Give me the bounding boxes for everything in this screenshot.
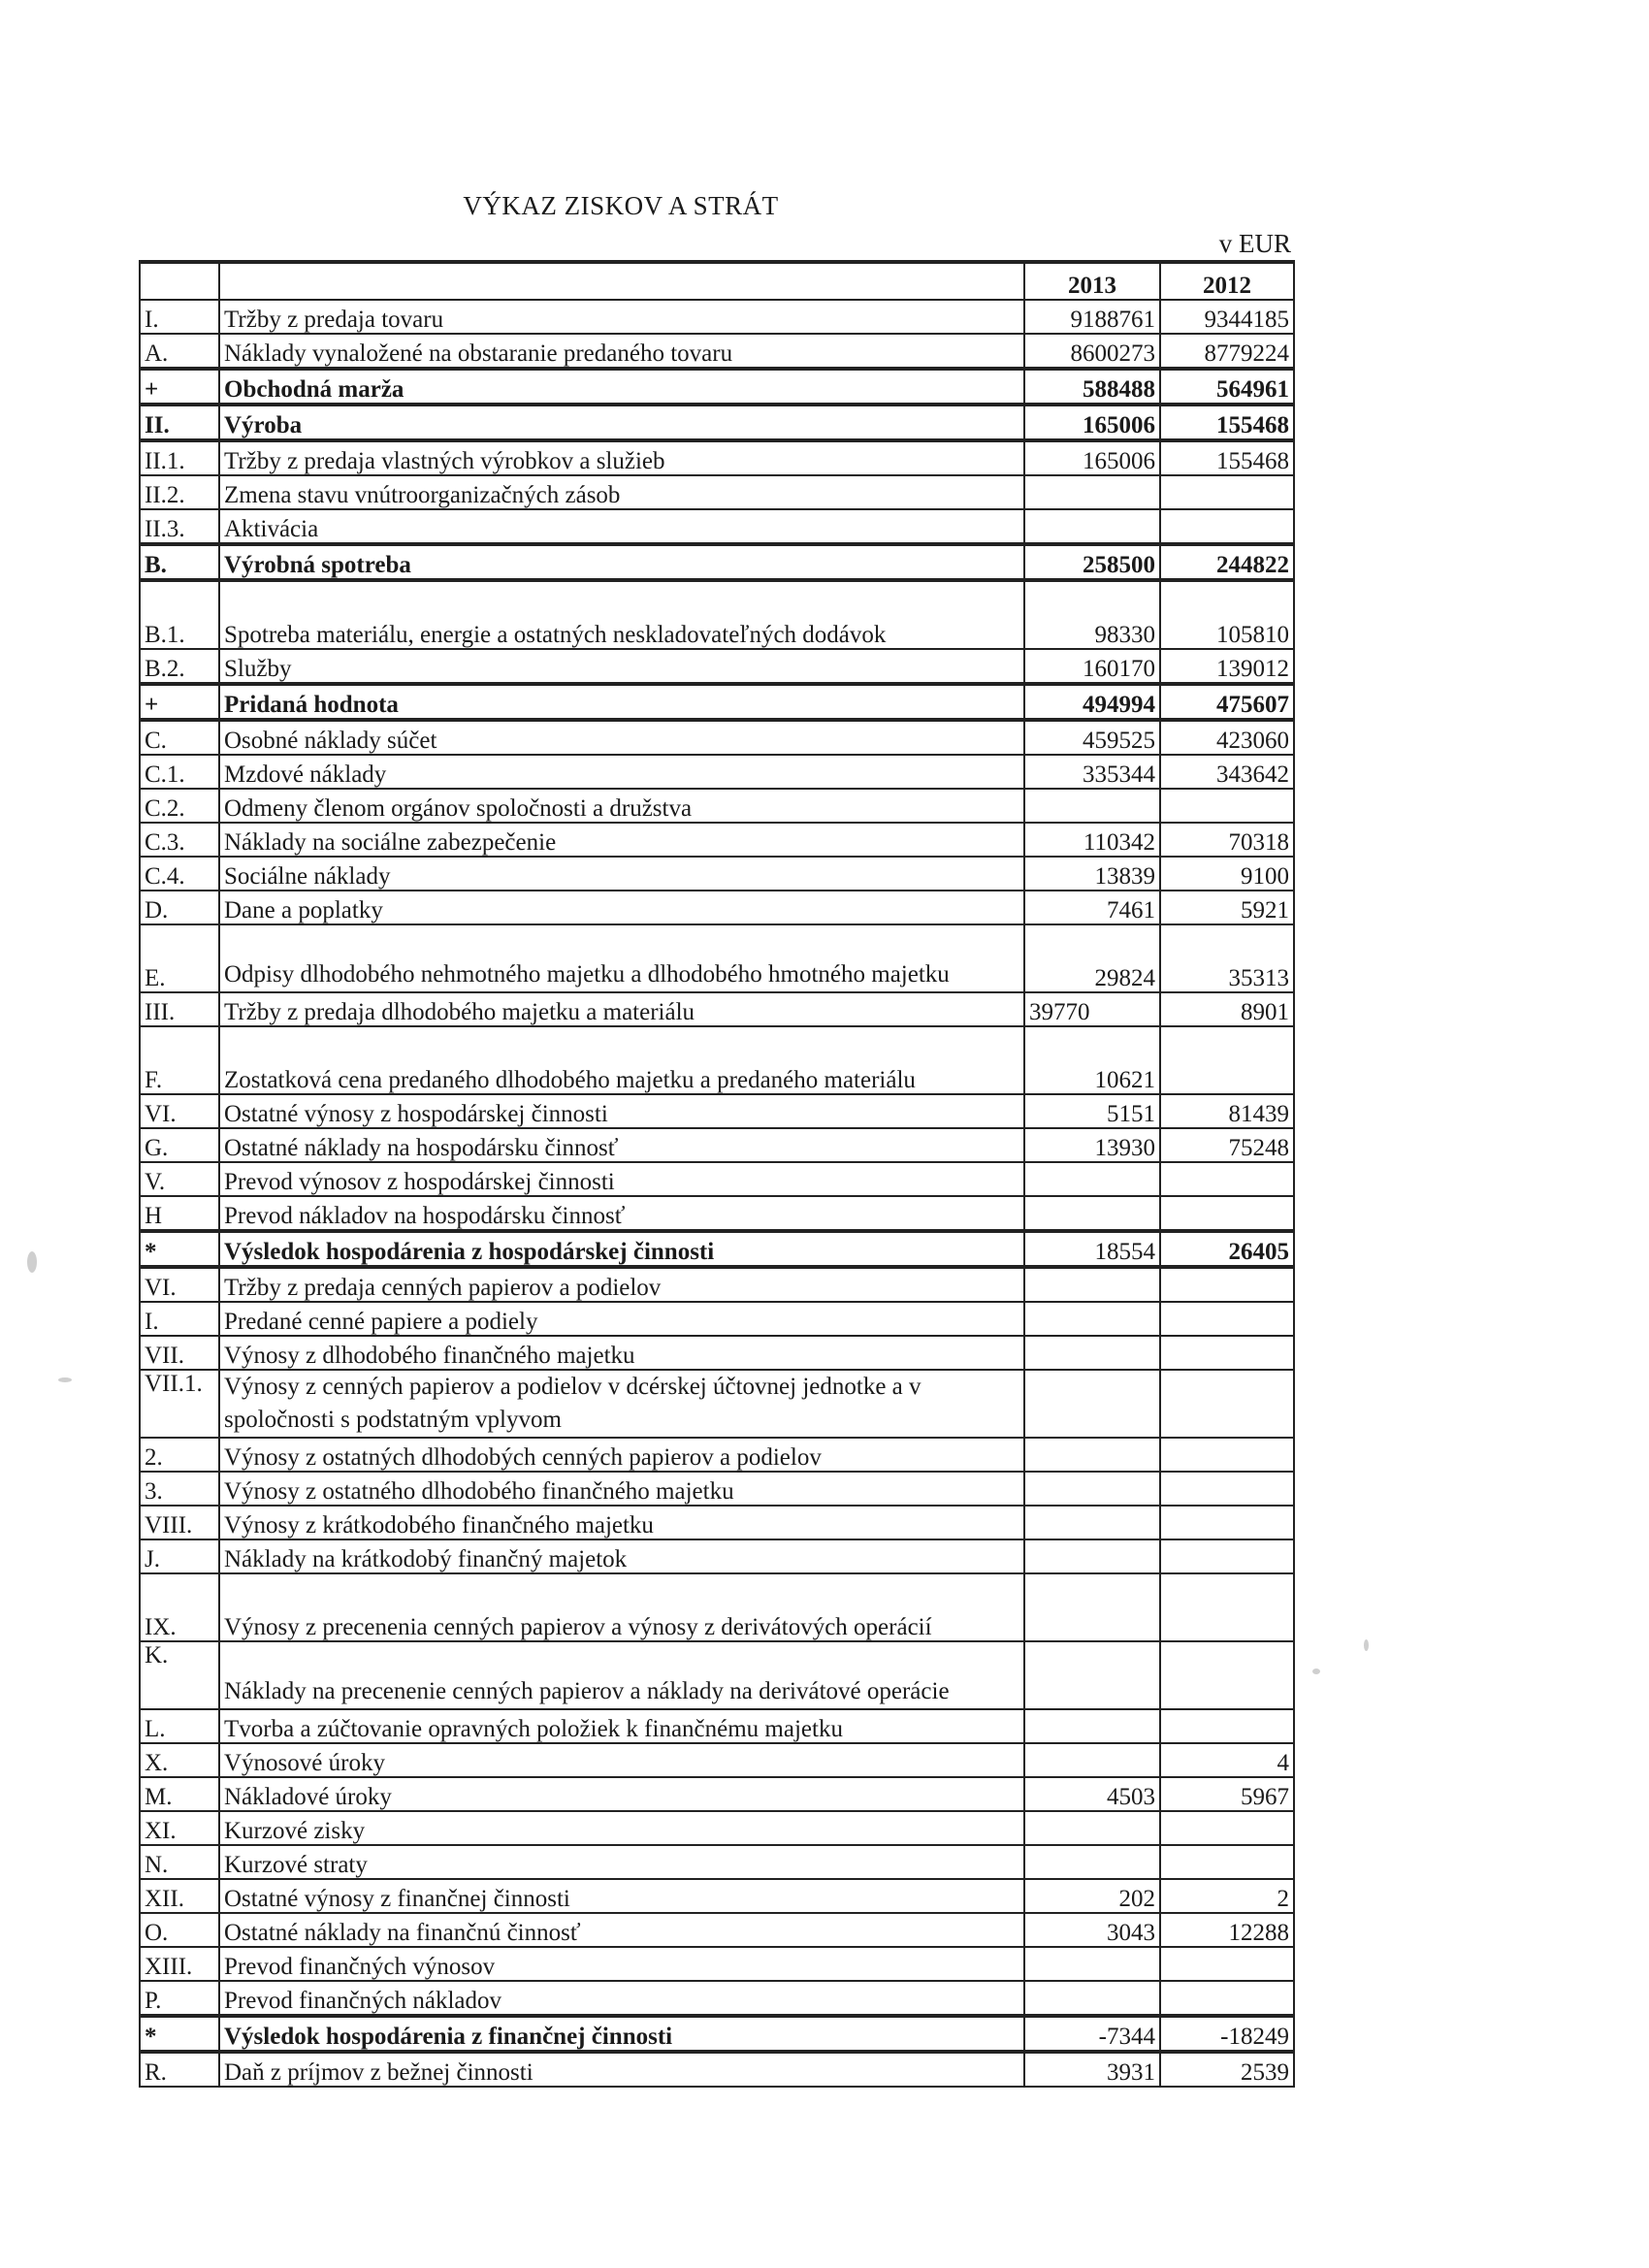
row-code: G. xyxy=(140,1128,219,1162)
table-row xyxy=(140,509,1294,544)
value-2012: 564961 xyxy=(1160,369,1294,405)
table-row xyxy=(140,992,1294,1026)
row-label: Výnosové úroky xyxy=(219,1743,1024,1777)
scan-speck xyxy=(1364,1639,1369,1651)
value-2012: 2539 xyxy=(1160,2052,1294,2087)
table-row xyxy=(140,720,1294,755)
row-label: Prevod finančných nákladov xyxy=(219,1981,1024,2016)
row-code: C.1. xyxy=(140,755,219,789)
table-row xyxy=(140,1743,1294,1777)
table-row xyxy=(140,649,1294,684)
table-row xyxy=(140,1641,1294,1709)
value-2013 xyxy=(1024,1370,1160,1438)
table-row xyxy=(140,580,1294,649)
value-2013: 165006 xyxy=(1024,440,1160,475)
value-2013: 29824 xyxy=(1024,924,1160,992)
row-label: Výnosy z precenenia cenných papierov a výnosy z derivátových operácií xyxy=(219,1573,1024,1641)
row-label: Ostatné výnosy z hospodárskej činnosti xyxy=(219,1094,1024,1128)
table-header-row xyxy=(140,262,1294,300)
row-label: Výnosy z krátkodobého finančného majetku xyxy=(219,1506,1024,1539)
table-row xyxy=(140,1506,1294,1539)
row-label: Výnosy z ostatných dlhodobých cenných papierov a podielov xyxy=(219,1438,1024,1472)
value-2012 xyxy=(1160,1506,1294,1539)
value-2013: 4503 xyxy=(1024,1777,1160,1811)
value-2013: 39770 xyxy=(1024,992,1160,1026)
table-row xyxy=(140,1196,1294,1231)
value-2012: 9100 xyxy=(1160,857,1294,891)
table-row-subtotal xyxy=(140,1231,1294,1267)
value-2013 xyxy=(1024,1438,1160,1472)
table-row xyxy=(140,1472,1294,1506)
row-code: A. xyxy=(140,334,219,369)
table-row xyxy=(140,1336,1294,1370)
header-year-2012: 2012 xyxy=(1160,262,1294,300)
row-code: XII. xyxy=(140,1879,219,1913)
table-row xyxy=(140,1709,1294,1743)
row-label: Prevod nákladov na hospodársku činnosť xyxy=(219,1196,1024,1231)
value-2013 xyxy=(1024,1472,1160,1506)
row-label: Kurzové straty xyxy=(219,1845,1024,1879)
table-row xyxy=(140,1370,1294,1438)
table-row xyxy=(140,924,1294,992)
value-2013: 459525 xyxy=(1024,720,1160,755)
value-2013: 3043 xyxy=(1024,1913,1160,1947)
table-row xyxy=(140,1267,1294,1302)
value-2012: 26405 xyxy=(1160,1231,1294,1267)
value-2012: 8901 xyxy=(1160,992,1294,1026)
table-row xyxy=(140,1879,1294,1913)
value-2013: 335344 xyxy=(1024,755,1160,789)
value-2012 xyxy=(1160,1947,1294,1981)
scan-speck xyxy=(58,1377,72,1382)
table-row xyxy=(140,1981,1294,2016)
value-2013 xyxy=(1024,1845,1160,1879)
row-label: Tržby z predaja cenných papierov a podielov xyxy=(219,1267,1024,1302)
row-code: B. xyxy=(140,544,219,580)
value-2012 xyxy=(1160,1472,1294,1506)
value-2012: 423060 xyxy=(1160,720,1294,755)
row-code: II.1. xyxy=(140,440,219,475)
row-label: Výnosy z ostatného dlhodobého finančného majetku xyxy=(219,1472,1024,1506)
row-code: F. xyxy=(140,1026,219,1094)
row-code: VI. xyxy=(140,1267,219,1302)
table-row xyxy=(140,2052,1294,2087)
value-2012: 244822 xyxy=(1160,544,1294,580)
row-code: VII. xyxy=(140,1336,219,1370)
table-row xyxy=(140,1811,1294,1845)
scan-speck xyxy=(27,1251,37,1273)
table-row xyxy=(140,755,1294,789)
row-code: N. xyxy=(140,1845,219,1879)
value-2013: 494994 xyxy=(1024,684,1160,720)
value-2012: 8779224 xyxy=(1160,334,1294,369)
value-2012 xyxy=(1160,1438,1294,1472)
value-2012: 5967 xyxy=(1160,1777,1294,1811)
row-label: Odmeny členom orgánov spoločnosti a družstva xyxy=(219,789,1024,823)
value-2013: 10621 xyxy=(1024,1026,1160,1094)
row-label: Prevod finančných výnosov xyxy=(219,1947,1024,1981)
row-code: XIII. xyxy=(140,1947,219,1981)
row-code: II. xyxy=(140,405,219,440)
table-row-subtotal xyxy=(140,369,1294,405)
value-2013 xyxy=(1024,509,1160,544)
table-row xyxy=(140,891,1294,924)
value-2013: 3931 xyxy=(1024,2052,1160,2087)
value-2012 xyxy=(1160,1267,1294,1302)
table-row xyxy=(140,1302,1294,1336)
table-row-subtotal xyxy=(140,544,1294,580)
value-2012: 2 xyxy=(1160,1879,1294,1913)
row-label: Predané cenné papiere a podiely xyxy=(219,1302,1024,1336)
value-2013: 13930 xyxy=(1024,1128,1160,1162)
row-label: Sociálne náklady xyxy=(219,857,1024,891)
row-code: D. xyxy=(140,891,219,924)
value-2013 xyxy=(1024,1302,1160,1336)
value-2013: 9188761 xyxy=(1024,300,1160,334)
value-2013 xyxy=(1024,1981,1160,2016)
value-2012 xyxy=(1160,475,1294,509)
row-label: Kurzové zisky xyxy=(219,1811,1024,1845)
row-code: H xyxy=(140,1196,219,1231)
value-2012: 35313 xyxy=(1160,924,1294,992)
header-year-2013: 2013 xyxy=(1024,262,1160,300)
value-2013 xyxy=(1024,1811,1160,1845)
row-code: X. xyxy=(140,1743,219,1777)
row-label: Výsledok hospodárenia z hospodárskej činnosti xyxy=(219,1231,1024,1267)
value-2012 xyxy=(1160,1162,1294,1196)
value-2012: 155468 xyxy=(1160,440,1294,475)
value-2013: 13839 xyxy=(1024,857,1160,891)
value-2012 xyxy=(1160,1845,1294,1879)
row-label: Výnosy z cenných papierov a podielov v dcérskej účtovnej jednotke a v spoločnosti s podstatným vplyvom xyxy=(219,1370,1024,1438)
row-code: C. xyxy=(140,720,219,755)
value-2013: 98330 xyxy=(1024,580,1160,649)
row-label: Náklady na krátkodobý finančný majetok xyxy=(219,1539,1024,1573)
value-2012: 343642 xyxy=(1160,755,1294,789)
value-2013: 5151 xyxy=(1024,1094,1160,1128)
value-2013 xyxy=(1024,1506,1160,1539)
value-2012: 475607 xyxy=(1160,684,1294,720)
value-2013 xyxy=(1024,1573,1160,1641)
header-label-cell xyxy=(219,262,1024,300)
value-2012: 75248 xyxy=(1160,1128,1294,1162)
row-label: Zostatková cena predaného dlhodobého majetku a predaného materiálu xyxy=(219,1026,1024,1094)
value-2012 xyxy=(1160,1539,1294,1573)
table-row xyxy=(140,300,1294,334)
row-code: P. xyxy=(140,1981,219,2016)
value-2013: 588488 xyxy=(1024,369,1160,405)
table-row xyxy=(140,1845,1294,1879)
value-2013 xyxy=(1024,789,1160,823)
row-code: * xyxy=(140,2016,219,2052)
row-label: Tržby z predaja tovaru xyxy=(219,300,1024,334)
row-code: J. xyxy=(140,1539,219,1573)
table-row xyxy=(140,1913,1294,1947)
value-2013 xyxy=(1024,1947,1160,1981)
scan-speck xyxy=(1312,1669,1320,1674)
value-2012 xyxy=(1160,1709,1294,1743)
value-2012: 105810 xyxy=(1160,580,1294,649)
row-code: B.2. xyxy=(140,649,219,684)
table-row xyxy=(140,1777,1294,1811)
value-2012: 12288 xyxy=(1160,1913,1294,1947)
value-2012 xyxy=(1160,509,1294,544)
row-code: VII.1. xyxy=(140,1370,219,1438)
row-label: Dane a poplatky xyxy=(219,891,1024,924)
value-2012: -18249 xyxy=(1160,2016,1294,2052)
value-2013: 7461 xyxy=(1024,891,1160,924)
row-label: Náklady na sociálne zabezpečenie xyxy=(219,823,1024,857)
value-2013 xyxy=(1024,1196,1160,1231)
value-2012: 5921 xyxy=(1160,891,1294,924)
value-2013 xyxy=(1024,1641,1160,1709)
table-row-subtotal xyxy=(140,684,1294,720)
value-2012 xyxy=(1160,789,1294,823)
currency-note: v EUR xyxy=(1218,229,1291,258)
value-2013 xyxy=(1024,1267,1160,1302)
row-label: Osobné náklady súčet xyxy=(219,720,1024,755)
row-code: III. xyxy=(140,992,219,1026)
row-label: Pridaná hodnota xyxy=(219,684,1024,720)
value-2012 xyxy=(1160,1370,1294,1438)
row-code: II.2. xyxy=(140,475,219,509)
value-2012: 155468 xyxy=(1160,405,1294,440)
table-row xyxy=(140,1026,1294,1094)
value-2012 xyxy=(1160,1811,1294,1845)
row-code: O. xyxy=(140,1913,219,1947)
row-label: Ostatné náklady na hospodársku činnosť xyxy=(219,1128,1024,1162)
value-2012: 4 xyxy=(1160,1743,1294,1777)
row-code: 2. xyxy=(140,1438,219,1472)
table-row xyxy=(140,857,1294,891)
value-2012 xyxy=(1160,1981,1294,2016)
row-label: Služby xyxy=(219,649,1024,684)
value-2013: 258500 xyxy=(1024,544,1160,580)
table-row xyxy=(140,1573,1294,1641)
row-code: 3. xyxy=(140,1472,219,1506)
row-code: + xyxy=(140,369,219,405)
row-code: V. xyxy=(140,1162,219,1196)
table-row xyxy=(140,1438,1294,1472)
row-code: R. xyxy=(140,2052,219,2087)
table-row xyxy=(140,1947,1294,1981)
row-label: Prevod výnosov z hospodárskej činnosti xyxy=(219,1162,1024,1196)
row-code: K. xyxy=(140,1641,219,1709)
value-2012 xyxy=(1160,1641,1294,1709)
table-row xyxy=(140,1128,1294,1162)
row-label: Obchodná marža xyxy=(219,369,1024,405)
table-row xyxy=(140,440,1294,475)
row-code: L. xyxy=(140,1709,219,1743)
value-2012 xyxy=(1160,1302,1294,1336)
row-label: Mzdové náklady xyxy=(219,755,1024,789)
row-label: Aktivácia xyxy=(219,509,1024,544)
value-2013 xyxy=(1024,1539,1160,1573)
row-label: Spotreba materiálu, energie a ostatných neskladovateľných dodávok xyxy=(219,580,1024,649)
row-code: M. xyxy=(140,1777,219,1811)
row-label: Zmena stavu vnútroorganizačných zásob xyxy=(219,475,1024,509)
row-code: C.3. xyxy=(140,823,219,857)
row-label: Nákladové úroky xyxy=(219,1777,1024,1811)
row-label: Výroba xyxy=(219,405,1024,440)
value-2013: 160170 xyxy=(1024,649,1160,684)
table-row xyxy=(140,789,1294,823)
header-code-cell xyxy=(140,262,219,300)
table-row xyxy=(140,1162,1294,1196)
value-2013 xyxy=(1024,1709,1160,1743)
value-2012: 70318 xyxy=(1160,823,1294,857)
table-row xyxy=(140,334,1294,369)
row-code: + xyxy=(140,684,219,720)
value-2012: 81439 xyxy=(1160,1094,1294,1128)
table-row-subtotal xyxy=(140,405,1294,440)
row-code: XI. xyxy=(140,1811,219,1845)
value-2012 xyxy=(1160,1196,1294,1231)
row-label: Náklady na precenenie cenných papierov a náklady na derivátové operácie xyxy=(219,1641,1024,1709)
value-2012: 9344185 xyxy=(1160,300,1294,334)
table-row xyxy=(140,475,1294,509)
row-label: Ostatné náklady na finančnú činnosť xyxy=(219,1913,1024,1947)
row-code: C.2. xyxy=(140,789,219,823)
row-label: Daň z príjmov z bežnej činnosti xyxy=(219,2052,1024,2087)
row-label: Náklady vynaložené na obstaranie predaného tovaru xyxy=(219,334,1024,369)
value-2013 xyxy=(1024,1743,1160,1777)
report-title: VÝKAZ ZISKOV A STRÁT xyxy=(463,191,779,220)
table-row xyxy=(140,1094,1294,1128)
row-label: Výsledok hospodárenia z finančnej činnosti xyxy=(219,2016,1024,2052)
value-2013: 110342 xyxy=(1024,823,1160,857)
value-2013 xyxy=(1024,1162,1160,1196)
row-label: Odpisy dlhodobého nehmotného majetku a dlhodobého hmotného majetku xyxy=(219,924,1024,992)
value-2013 xyxy=(1024,475,1160,509)
row-code: C.4. xyxy=(140,857,219,891)
value-2012 xyxy=(1160,1026,1294,1094)
value-2012 xyxy=(1160,1336,1294,1370)
row-code: I. xyxy=(140,300,219,334)
value-2013 xyxy=(1024,1336,1160,1370)
row-code: * xyxy=(140,1231,219,1267)
row-label: Tržby z predaja dlhodobého majetku a materiálu xyxy=(219,992,1024,1026)
row-code: E. xyxy=(140,924,219,992)
row-code: I. xyxy=(140,1302,219,1336)
value-2013: 18554 xyxy=(1024,1231,1160,1267)
row-label: Výnosy z dlhodobého finančného majetku xyxy=(219,1336,1024,1370)
value-2013: 202 xyxy=(1024,1879,1160,1913)
row-code: VI. xyxy=(140,1094,219,1128)
row-code: IX. xyxy=(140,1573,219,1641)
value-2013: 8600273 xyxy=(1024,334,1160,369)
row-code: II.3. xyxy=(140,509,219,544)
table-row-subtotal xyxy=(140,2016,1294,2052)
table-row xyxy=(140,1539,1294,1573)
row-code: B.1. xyxy=(140,580,219,649)
value-2012: 139012 xyxy=(1160,649,1294,684)
row-code: VIII. xyxy=(140,1506,219,1539)
profit-loss-table xyxy=(139,260,1295,2088)
value-2013: -7344 xyxy=(1024,2016,1160,2052)
value-2013: 165006 xyxy=(1024,405,1160,440)
value-2012 xyxy=(1160,1573,1294,1641)
row-label: Ostatné výnosy z finančnej činnosti xyxy=(219,1879,1024,1913)
row-label: Tržby z predaja vlastných výrobkov a služieb xyxy=(219,440,1024,475)
table-row xyxy=(140,823,1294,857)
row-label: Výrobná spotreba xyxy=(219,544,1024,580)
row-label: Tvorba a zúčtovanie opravných položiek k finančnému majetku xyxy=(219,1709,1024,1743)
